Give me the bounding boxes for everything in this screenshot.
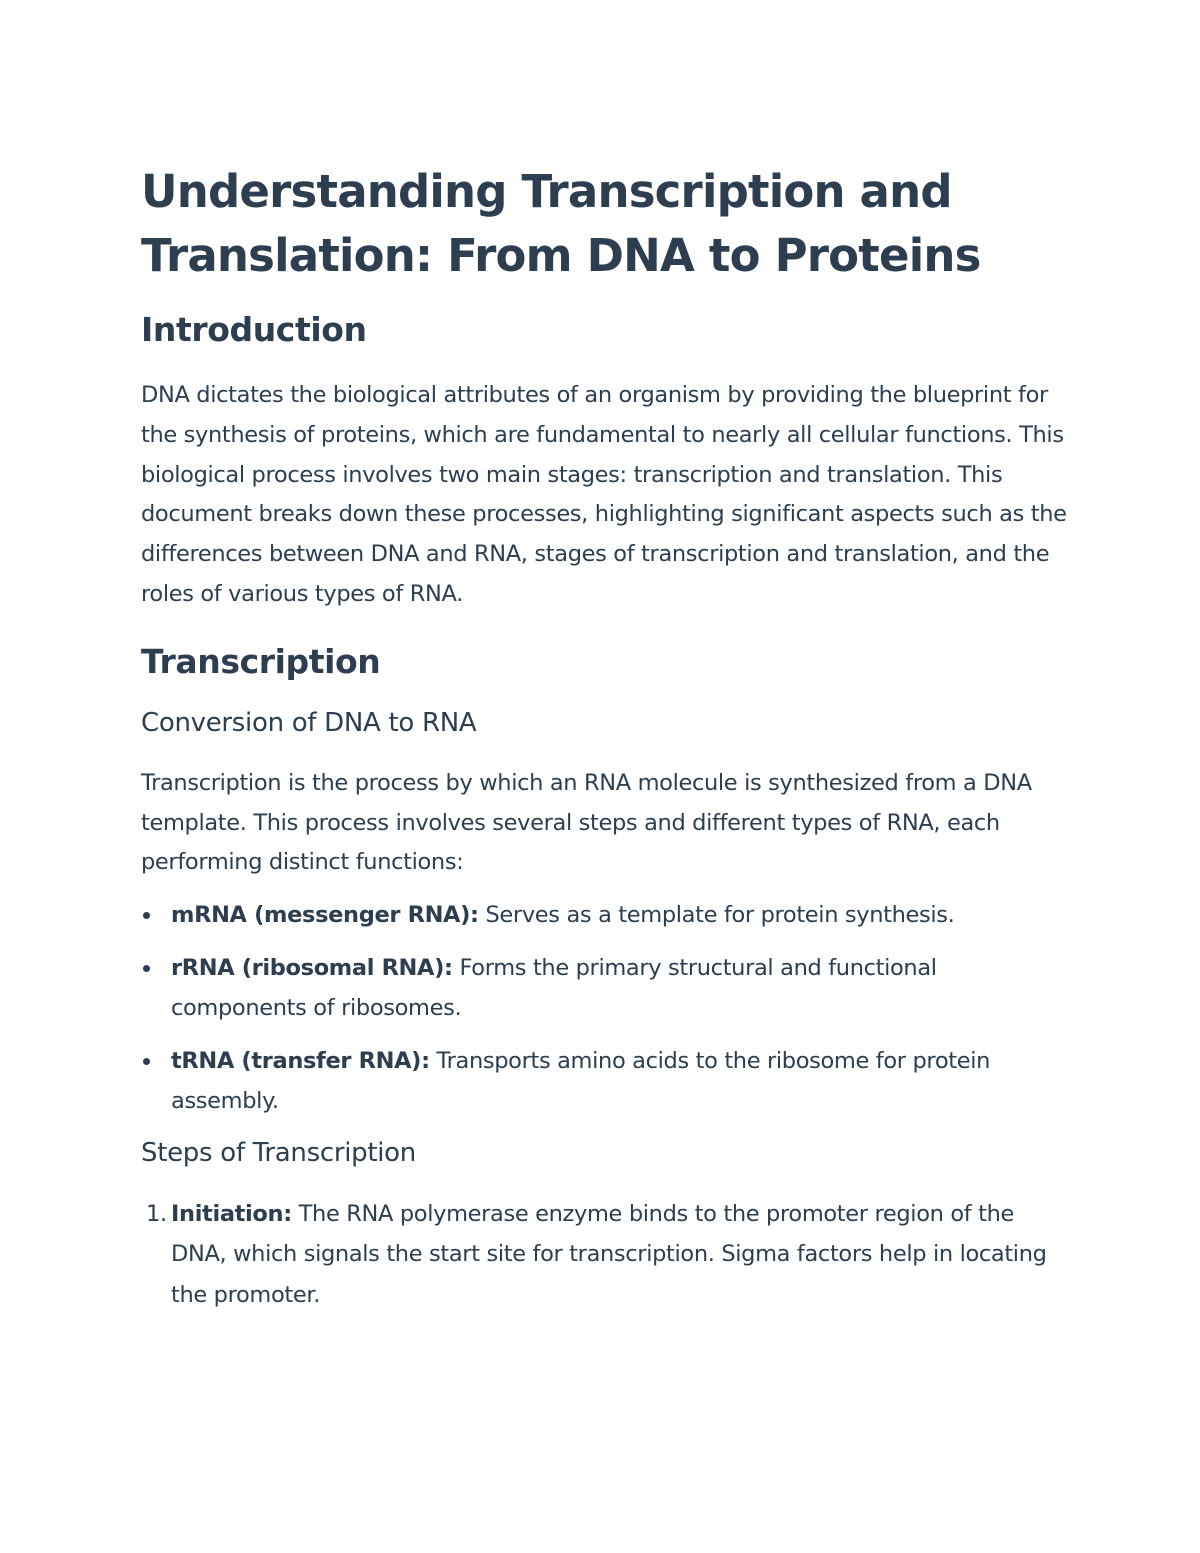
introduction-paragraph: DNA dictates the biological attributes of an organism by providing the blueprint for the synthesis of proteins, which are fundamental to nearly all cellular functions. This biological process involves two main stages: transcription and translation. This document breaks down these processes, highlighting significant aspects such as the differences between DNA and RNA, stages of transcription and translation, and the roles of various types of RNA. — [141, 382, 1067, 607]
list-number: 1. — [146, 1200, 167, 1227]
term-label: tRNA (transfer RNA): — [171, 1047, 430, 1074]
term-description: Forms the primary structural and functional components of ribosomes. — [171, 954, 937, 1022]
term-description: Transports amino acids to the ribosome for protein assembly. — [171, 1047, 991, 1115]
transcription-heading: Transcription — [141, 641, 381, 681]
term-label: Initiation: — [171, 1200, 292, 1227]
conversion-subheading: Conversion of DNA to RNA — [141, 707, 477, 738]
steps-subheading: Steps of Transcription — [141, 1137, 416, 1168]
conversion-paragraph: Transcription is the process by which an RNA molecule is synthesized from a DNA template. This process involves several steps and different types of RNA, each performing distinct functions: — [141, 769, 1032, 876]
list-item-rrna — [141, 948, 1071, 1029]
document-title: Understanding Transcription and Translation: From DNA to Proteins — [141, 165, 981, 282]
list-item-initiation — [141, 1194, 1071, 1316]
steps-list — [141, 1194, 1071, 1316]
introduction-heading: Introduction — [141, 310, 367, 349]
term-description: The RNA polymerase enzyme binds to the promoter region of the DNA, which signals the start site for transcription. Sigma factors help in locating the promoter. — [171, 1200, 1047, 1308]
list-item-mrna — [141, 895, 1071, 936]
term-label: rRNA (ribosomal RNA): — [171, 954, 453, 981]
document-page — [141, 160, 1071, 1315]
bullet-marker — [143, 912, 150, 919]
bullet-marker — [143, 1058, 150, 1065]
list-item-trna — [141, 1041, 1071, 1122]
term-label: mRNA (messenger RNA): — [171, 902, 479, 929]
bullet-marker — [143, 965, 150, 972]
rna-types-list — [141, 895, 1071, 1122]
term-description: Serves as a template for protein synthesis. — [478, 902, 955, 929]
